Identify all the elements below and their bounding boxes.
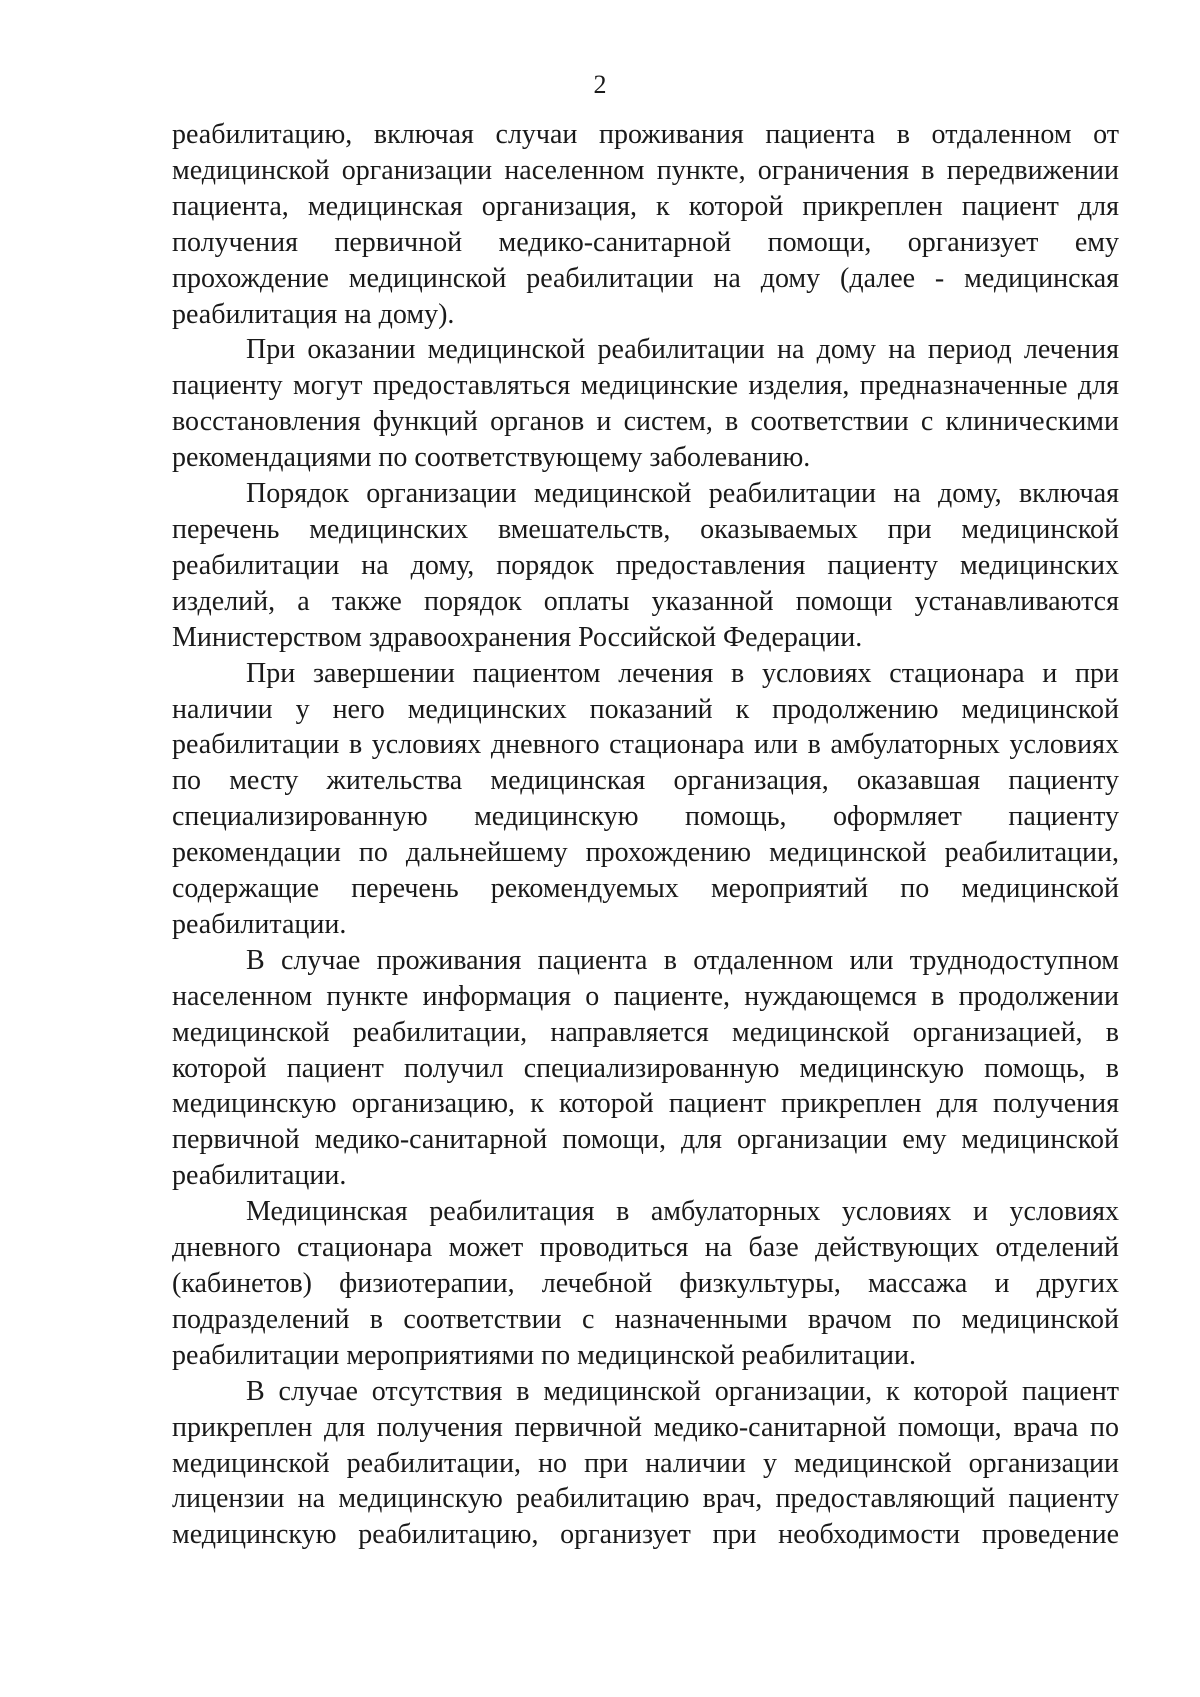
paragraph-outpatient-rehab: Медицинская реабилитация в амбулаторных условиях и условиях дневного стационара может проводиться на базе действующих отделений (кабинетов) физиотерапии, лечебной физкультуры, массажа и других подразделений в соответствии с назначенными врачом по медицинской реабилитации мероприятиями по медицинской реабилитации. <box>172 1196 1119 1371</box>
paragraph-remote-settlement: В случае проживания пациента в отдаленном или труднодоступном населенном пункте информация о пациенте, нуждающемся в продолжении медицинской реабилитации, направляется медицинской организацией, в которой пациент получил специализированную медицинскую помощь, в медицинскую организацию, к которой пациент прикреплен для получения первичной медико-санитарной помощи, для организации ему медицинской реабилитации. <box>172 944 1119 1192</box>
paragraph-discharge-recommendations: При завершении пациентом лечения в условиях стационара и при наличии у него медицинских показаний к продолжению медицинской реабилитации в условиях дневного стационара или в амбулаторных условиях по месту жительства медицинская организация, оказавшая пациенту специализированную медицинскую помощь, оформляет пациенту рекомендации по дальнейшему прохождению медицинской реабилитации, содержащие перечень рекомендуемых мероприятий по медицинской реабилитации. <box>172 657 1119 940</box>
paragraph-medical-devices: При оказании медицинской реабилитации на дому на период лечения пациенту могут предоставляться медицинские изделия, предназначенные для восстановления функций органов и систем, в соответствии с клиническими рекомендациями по соответствующему заболеванию. <box>172 334 1119 474</box>
document-body <box>172 117 1119 1553</box>
paragraph-home-rehab-procedure: Порядок организации медицинской реабилитации на дому, включая перечень медицинских вмешательств, оказываемых при медицинской реабилитации на дому, порядок предоставления пациенту медицинских изделий, а также порядок оплаты указанной помощи устанавливаются Министерством здравоохранения Российской Федерации. <box>172 478 1119 653</box>
page-number: 2 <box>593 70 607 99</box>
paragraph-no-rehab-doctor: В случае отсутствия в медицинской организации, к которой пациент прикреплен для получения первичной медико-санитарной помощи, врача по медицинской реабилитации, но при наличии у медицинской организации лицензии на медицинскую реабилитацию врач, предоставляющий пациенту медицинскую реабилитацию, организует при необходимости проведение <box>172 1375 1119 1551</box>
paragraph-continuation: реабилитацию, включая случаи проживания пациента в отдаленном от медицинской организации населенном пункте, ограничения в передвижении пациента, медицинская организация, к которой прикреплен пациент для получения первичной медико-санитарной помощи, организует ему прохождение медицинской реабилитации на дому (далее - медицинская реабилитация на дому). <box>172 119 1119 330</box>
